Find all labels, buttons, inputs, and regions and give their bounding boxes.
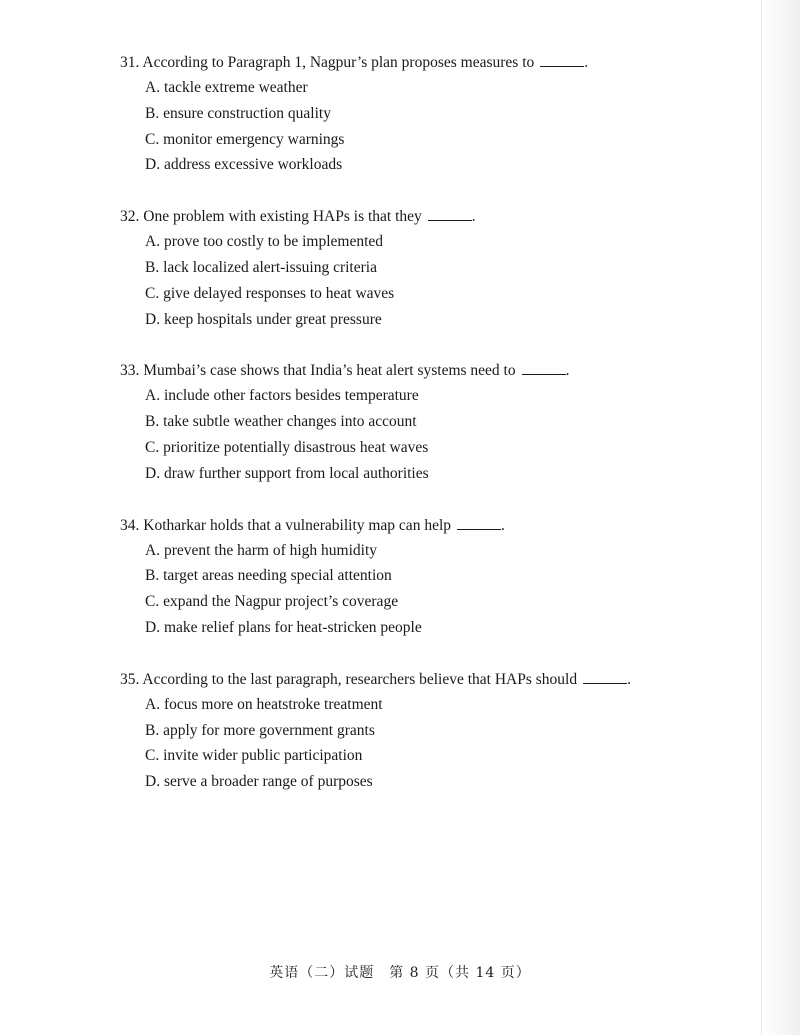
answer-blank (540, 52, 584, 67)
option-b: B. target areas needing special attention (145, 567, 392, 585)
option-c: C. invite wider public participation (145, 747, 363, 765)
option-a: A. tackle extreme weather (145, 79, 308, 96)
options-list (120, 692, 720, 795)
question-31 (120, 50, 720, 178)
option-b: B. lack localized alert-issuing criteria (145, 258, 377, 276)
option-d: D. make relief plans for heat-stricken people (145, 618, 422, 636)
question-35 (120, 667, 720, 795)
stem-period: . (565, 362, 570, 380)
question-text: 35. According to the last paragraph, researchers believe that HAPs should (120, 670, 578, 688)
option-d: D. draw further support from local authorities (145, 464, 429, 482)
page-footer: 英语（二）试题 第 8 页（共 14 页） (269, 965, 531, 981)
options-list (120, 229, 720, 332)
page-edge-shadow (761, 0, 800, 1035)
option-a: A. prove too costly to be implemented (145, 233, 384, 251)
question-34 (120, 513, 720, 641)
question-stem (120, 358, 720, 383)
stem-period: . (584, 54, 589, 71)
question-32 (120, 204, 720, 332)
option-b: B. ensure construction quality (145, 104, 331, 122)
option-a: A. prevent the harm of high humidity (145, 541, 378, 559)
question-stem (120, 204, 720, 229)
option-c: C. give delayed responses to heat waves (145, 284, 395, 302)
answer-blank (457, 515, 501, 530)
option-b: B. take subtle weather changes into account (145, 413, 417, 431)
question-text: 33. Mumbai’s case shows that India’s heat alert systems need to (120, 362, 516, 380)
question-text: 34. Kotharkar holds that a vulnerability map can help (120, 516, 452, 534)
option-c: C. prioritize potentially disastrous heat waves (145, 438, 429, 456)
option-d: D. serve a broader range of purposes (145, 773, 373, 791)
option-b: B. apply for more government grants (145, 721, 375, 739)
option-a: A. focus more on heatstroke treatment (145, 695, 383, 713)
stem-period: . (501, 516, 505, 534)
option-a: A. include other factors besides temperature (145, 387, 419, 405)
question-text: 32. One problem with existing HAPs is that they (120, 208, 422, 226)
option-c: C. expand the Nagpur project’s coverage (145, 593, 399, 611)
option-d: D. address excessive workloads (145, 156, 343, 174)
answer-blank (522, 360, 566, 375)
question-stem (120, 50, 720, 75)
stem-period: . (471, 208, 476, 226)
stem-period: . (627, 670, 631, 688)
exam-page (120, 50, 720, 821)
question-stem (120, 513, 720, 538)
options-list (120, 75, 720, 178)
answer-blank (583, 669, 627, 684)
answer-blank (428, 206, 472, 221)
question-text: 31. According to Paragraph 1, Nagpur’s plan proposes measures to (120, 54, 535, 71)
options-list (120, 538, 720, 641)
question-33 (120, 358, 720, 486)
question-stem (120, 667, 720, 692)
option-c: C. monitor emergency warnings (145, 130, 345, 148)
option-d: D. keep hospitals under great pressure (145, 310, 382, 328)
options-list (120, 383, 720, 486)
